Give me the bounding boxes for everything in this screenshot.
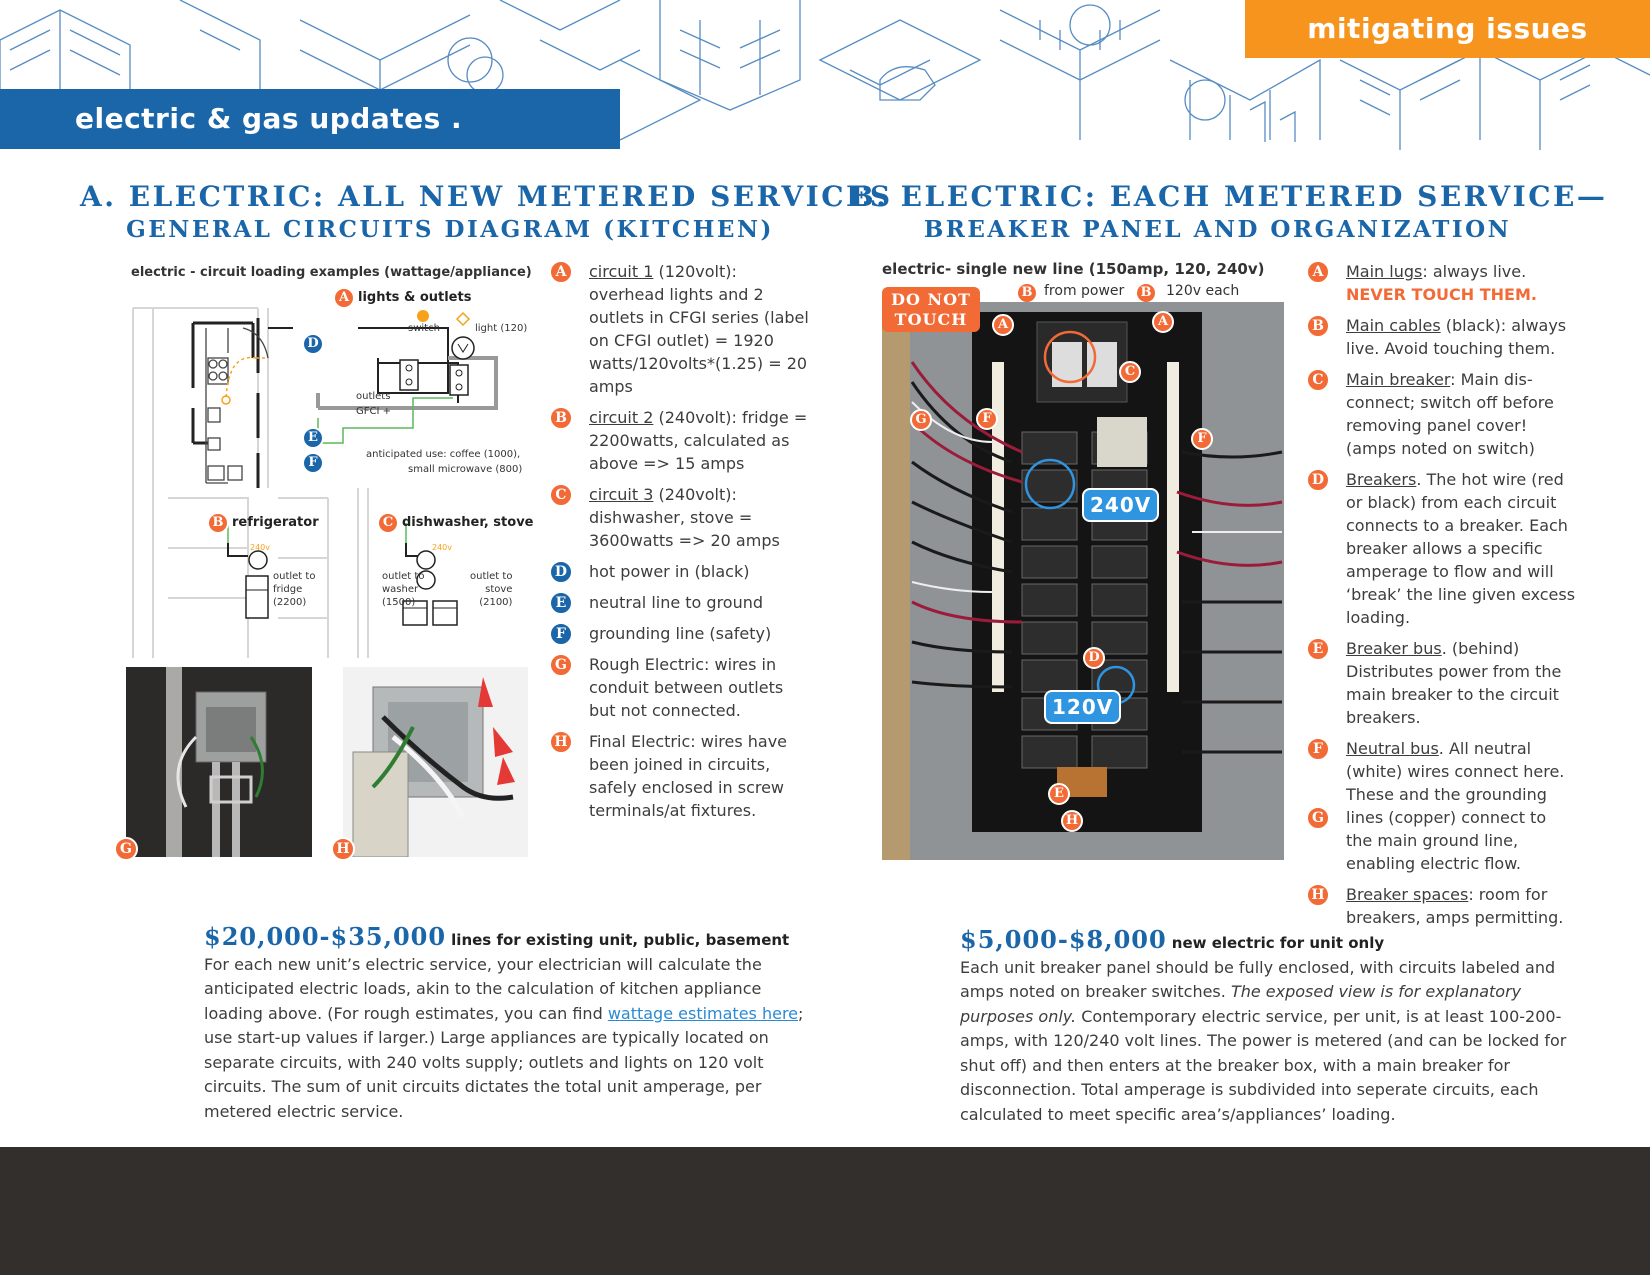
touch-text: TOUCH bbox=[894, 310, 968, 329]
outlet-stove-line2: stove bbox=[485, 584, 513, 595]
legend-b-d-item bbox=[1306, 468, 1576, 629]
outlet-stove-line3: (2100) bbox=[479, 597, 513, 608]
legend-b-item bbox=[549, 406, 809, 475]
legend-a-badge: A bbox=[549, 260, 573, 284]
legend-a-text: (120volt): overhead lights and 2 outlets in CFGI series (label on CFGI outlet) = 1920 watts/120volts*(1.25) = 20 amps bbox=[589, 262, 809, 396]
cost-a-header bbox=[204, 922, 809, 953]
photo-final-electric bbox=[343, 667, 528, 857]
badge-e-diagram: E bbox=[302, 427, 324, 449]
cost-b-text-2: Contemporary electric service, per unit, is at least 100-200-amps, with 120/240 volt lines. The power is metered (and can be locked for shut off) and then enters at the breaker box, with a main breaker for disconnection. Total amperage is subdivided into seperate circuits, each calculated to meet specific area’s/appliances’ loading. bbox=[960, 1006, 1567, 1124]
badge-c-diagram: C bbox=[377, 512, 399, 534]
label-outlet-stove bbox=[470, 570, 512, 609]
badge-a-diagram: A bbox=[333, 287, 355, 309]
badge-h-panel: H bbox=[1061, 810, 1083, 832]
legend-c-item bbox=[549, 483, 809, 552]
label-anticipated-1: anticipated use: coffee (1000), bbox=[366, 449, 521, 460]
badge-c-panel: C bbox=[1119, 361, 1141, 383]
breaker-panel-illustration bbox=[882, 302, 1284, 860]
section-a-title-line2: GENERAL CIRCUITS DIAGRAM (KITCHEN) bbox=[126, 216, 774, 243]
label-outlet-fridge bbox=[273, 570, 315, 609]
legend-b-g-badge: G bbox=[1306, 806, 1330, 830]
label-120v-each: 120v each bbox=[1166, 283, 1240, 299]
kitchen-circuit-diagram bbox=[128, 298, 548, 668]
legend-b-e-term: Breaker bus bbox=[1346, 639, 1442, 658]
label-240v-stove: 240v bbox=[432, 543, 453, 552]
outlet-stove-line1: outlet to bbox=[470, 571, 513, 582]
section-tag-mitigating: mitigating issues bbox=[1245, 0, 1650, 58]
legend-d-badge: D bbox=[549, 560, 573, 584]
legend-b-c-item bbox=[1306, 368, 1576, 460]
legend-h-item bbox=[549, 730, 809, 822]
legend-c-term: circuit 3 bbox=[589, 485, 654, 504]
legend-b-h-item bbox=[1306, 883, 1576, 929]
badge-h-photo: H bbox=[331, 837, 355, 861]
badge-b-120v: B bbox=[1135, 282, 1157, 304]
section-b-title-line1: B. ELECTRIC: EACH METERED SERVICE— bbox=[850, 180, 1608, 213]
label-lights-outlets: lights & outlets bbox=[358, 290, 472, 305]
outlet-fridge-line3: (2200) bbox=[273, 597, 307, 608]
cost-b-body bbox=[960, 956, 1570, 1128]
label-240v: 240V bbox=[1082, 488, 1159, 522]
legend-a-item bbox=[549, 260, 809, 398]
legend-h-badge: H bbox=[549, 730, 573, 754]
legend-b-a-term: Main lugs bbox=[1346, 262, 1423, 281]
cost-a-text-2: ; use start-up values if larger.) Large appliances are typically located on separate circuits, with 240 volts supply; outlets and lights on 120 volt circuits. The sum of unit circuits dictates the total unit amperage, per metered electric service. bbox=[204, 1003, 804, 1121]
cost-b-price: $5,000-$8,000 bbox=[960, 925, 1167, 954]
legend-f-item bbox=[549, 622, 809, 645]
legend-section-a bbox=[549, 260, 809, 830]
section-b-title-line2: BREAKER PANEL AND ORGANIZATION bbox=[923, 216, 1512, 243]
legend-a-term: circuit 1 bbox=[589, 262, 654, 281]
badge-a-panel-right: A bbox=[1152, 311, 1174, 333]
badge-b-diagram: B bbox=[207, 512, 229, 534]
legend-c-badge: C bbox=[549, 483, 573, 507]
legend-b-text: (240volt): fridge = 2200watts, calculated as above => 15 amps bbox=[589, 408, 808, 473]
badge-f-panel-right: F bbox=[1191, 428, 1213, 450]
legend-b-c-badge: C bbox=[1306, 368, 1330, 392]
legend-b-e-text: . (behind) Distributes power from the main breaker to the circuit breakers. bbox=[1346, 639, 1562, 727]
label-240v-fridge: 240v bbox=[250, 543, 271, 552]
legend-b-f-badge: F bbox=[1306, 737, 1330, 761]
outlet-washer-line2: washer bbox=[382, 584, 419, 595]
badge-b-from-power: B bbox=[1016, 282, 1038, 304]
legend-b-f-item bbox=[1306, 737, 1576, 875]
legend-c-text: (240volt): dishwasher, stove = 3600watts => 20 amps bbox=[589, 485, 780, 550]
legend-h-text: Final Electric: wires have been joined in circuits, safely enclosed in screw terminals/at fixtures. bbox=[589, 732, 788, 820]
legend-b-d-badge: D bbox=[1306, 468, 1330, 492]
legend-b-f-text: . All neutral (white) wires connect here. These and the grounding lines (copper) connect to the main ground line, enabling electric flow. bbox=[1346, 739, 1565, 873]
label-outlet-washer bbox=[382, 570, 424, 609]
legend-b-h-badge: H bbox=[1306, 883, 1330, 907]
badge-d-diagram: D bbox=[302, 333, 324, 355]
legend-e-item bbox=[549, 591, 809, 614]
cost-block-a bbox=[204, 922, 809, 1124]
label-dishwasher-stove: dishwasher, stove bbox=[402, 515, 534, 530]
legend-b-b-badge: B bbox=[1306, 314, 1330, 338]
legend-b-term: circuit 2 bbox=[589, 408, 654, 427]
legend-d-text: hot power in (black) bbox=[589, 562, 750, 581]
legend-b-e-item bbox=[1306, 637, 1576, 729]
do-not-touch-label bbox=[882, 287, 980, 332]
legend-b-a-warning: NEVER TOUCH THEM. bbox=[1346, 285, 1537, 304]
legend-b-f-term: Neutral bus bbox=[1346, 739, 1439, 758]
legend-b-d-term: Breakers bbox=[1346, 470, 1417, 489]
label-anticipated-2: small microwave (800) bbox=[408, 464, 523, 475]
legend-b-e-badge: E bbox=[1306, 637, 1330, 661]
cost-a-body bbox=[204, 953, 809, 1125]
section-a-title bbox=[80, 180, 893, 246]
outlet-washer-line1: outlet to bbox=[382, 571, 425, 582]
cost-b-italic: The exposed view is for explanatory purposes only. bbox=[960, 982, 1522, 1026]
legend-g-text: Rough Electric: wires in conduit between outlets but not connected. bbox=[589, 655, 784, 720]
badge-a-panel-left: A bbox=[992, 314, 1014, 336]
cost-a-subtitle: lines for existing unit, public, basement bbox=[451, 931, 790, 949]
outlet-washer-line3: (1500) bbox=[382, 597, 416, 608]
footer-bar bbox=[0, 1147, 1650, 1275]
cost-b-header bbox=[960, 925, 1570, 956]
badge-e-panel: E bbox=[1048, 783, 1070, 805]
badge-g-panel: G bbox=[910, 409, 932, 431]
section-b-title bbox=[850, 180, 1608, 246]
cost-a-price: $20,000-$35,000 bbox=[204, 922, 447, 951]
outlet-fridge-line2: fridge bbox=[273, 584, 303, 595]
legend-b-b-item bbox=[1306, 314, 1576, 360]
legend-f-badge: F bbox=[549, 622, 573, 646]
breaker-panel-photo bbox=[882, 302, 1284, 860]
cost-b-subtitle: new electric for unit only bbox=[1171, 934, 1385, 952]
badge-f-diagram: F bbox=[302, 452, 324, 474]
legend-b-b-term: Main cables bbox=[1346, 316, 1441, 335]
header-banner bbox=[0, 0, 1650, 150]
legend-b-h-text: : room for breakers, amps permitting. bbox=[1346, 885, 1564, 927]
label-120v: 120V bbox=[1044, 690, 1121, 724]
legend-f-text: grounding line (safety) bbox=[589, 624, 772, 643]
label-outlets-gfci-1: outlets bbox=[356, 391, 391, 402]
label-outlets-gfci-2: GFCI + bbox=[356, 406, 391, 417]
badge-f-panel-left: F bbox=[976, 408, 998, 430]
section-a-title-line1: A. ELECTRIC: ALL NEW METERED SERVICES bbox=[80, 180, 893, 213]
wattage-estimates-link[interactable]: wattage estimates here bbox=[607, 1003, 799, 1023]
legend-b-d-text: . The hot wire (red or black) from each circuit connects to a breaker. Each breaker allows a specific amperage to flow and will ‘break’ the line given excess loading. bbox=[1346, 470, 1576, 627]
outlet-fridge-line1: outlet to bbox=[273, 571, 316, 582]
legend-b-b-text: (black): always live. Avoid touching them. bbox=[1346, 316, 1567, 358]
panel-photo-caption: electric- single new line (150amp, 120, 240v) bbox=[882, 260, 1265, 278]
legend-b-h-term: Breaker spaces bbox=[1346, 885, 1469, 904]
label-switch: switch bbox=[408, 323, 440, 334]
legend-b-a-text: : always live. bbox=[1422, 262, 1527, 281]
legend-e-badge: E bbox=[549, 591, 573, 615]
legend-section-b bbox=[1306, 260, 1576, 937]
cost-block-b bbox=[960, 925, 1570, 1127]
photo-rough-electric bbox=[126, 667, 312, 857]
cost-b-text-1: Each unit breaker panel should be fully enclosed, with circuits labeled and amps noted on breaker switches. bbox=[960, 957, 1556, 1001]
badge-d-panel: D bbox=[1083, 647, 1105, 669]
legend-d-item bbox=[549, 560, 809, 583]
label-light: light (120) bbox=[475, 323, 528, 334]
cost-a-text-1: For each new unit’s electric service, your electrician will calculate the anticipated electric loads, akin to the calculation of kitchen appliance loading above. (For rough estimates, you can find bbox=[204, 954, 762, 1023]
legend-g-item bbox=[549, 653, 809, 722]
label-from-power: from power bbox=[1044, 283, 1125, 299]
legend-e-text: neutral line to ground bbox=[589, 593, 764, 612]
legend-g-badge: G bbox=[549, 653, 573, 677]
legend-b-a-item bbox=[1306, 260, 1576, 306]
diagram-caption: electric - circuit loading examples (wattage/appliance) bbox=[131, 265, 532, 280]
badge-g-photo: G bbox=[114, 837, 138, 861]
legend-b-c-term: Main breaker bbox=[1346, 370, 1451, 389]
legend-b-c-text: : Main dis-connect; switch off before removing panel cover! (amps noted on switch) bbox=[1346, 370, 1554, 458]
do-not-text: DO NOT bbox=[891, 290, 971, 309]
label-refrigerator: refrigerator bbox=[232, 515, 319, 530]
legend-b-a-badge: A bbox=[1306, 260, 1330, 284]
legend-b-badge: B bbox=[549, 406, 573, 430]
page-title: electric & gas updates . bbox=[0, 89, 620, 149]
